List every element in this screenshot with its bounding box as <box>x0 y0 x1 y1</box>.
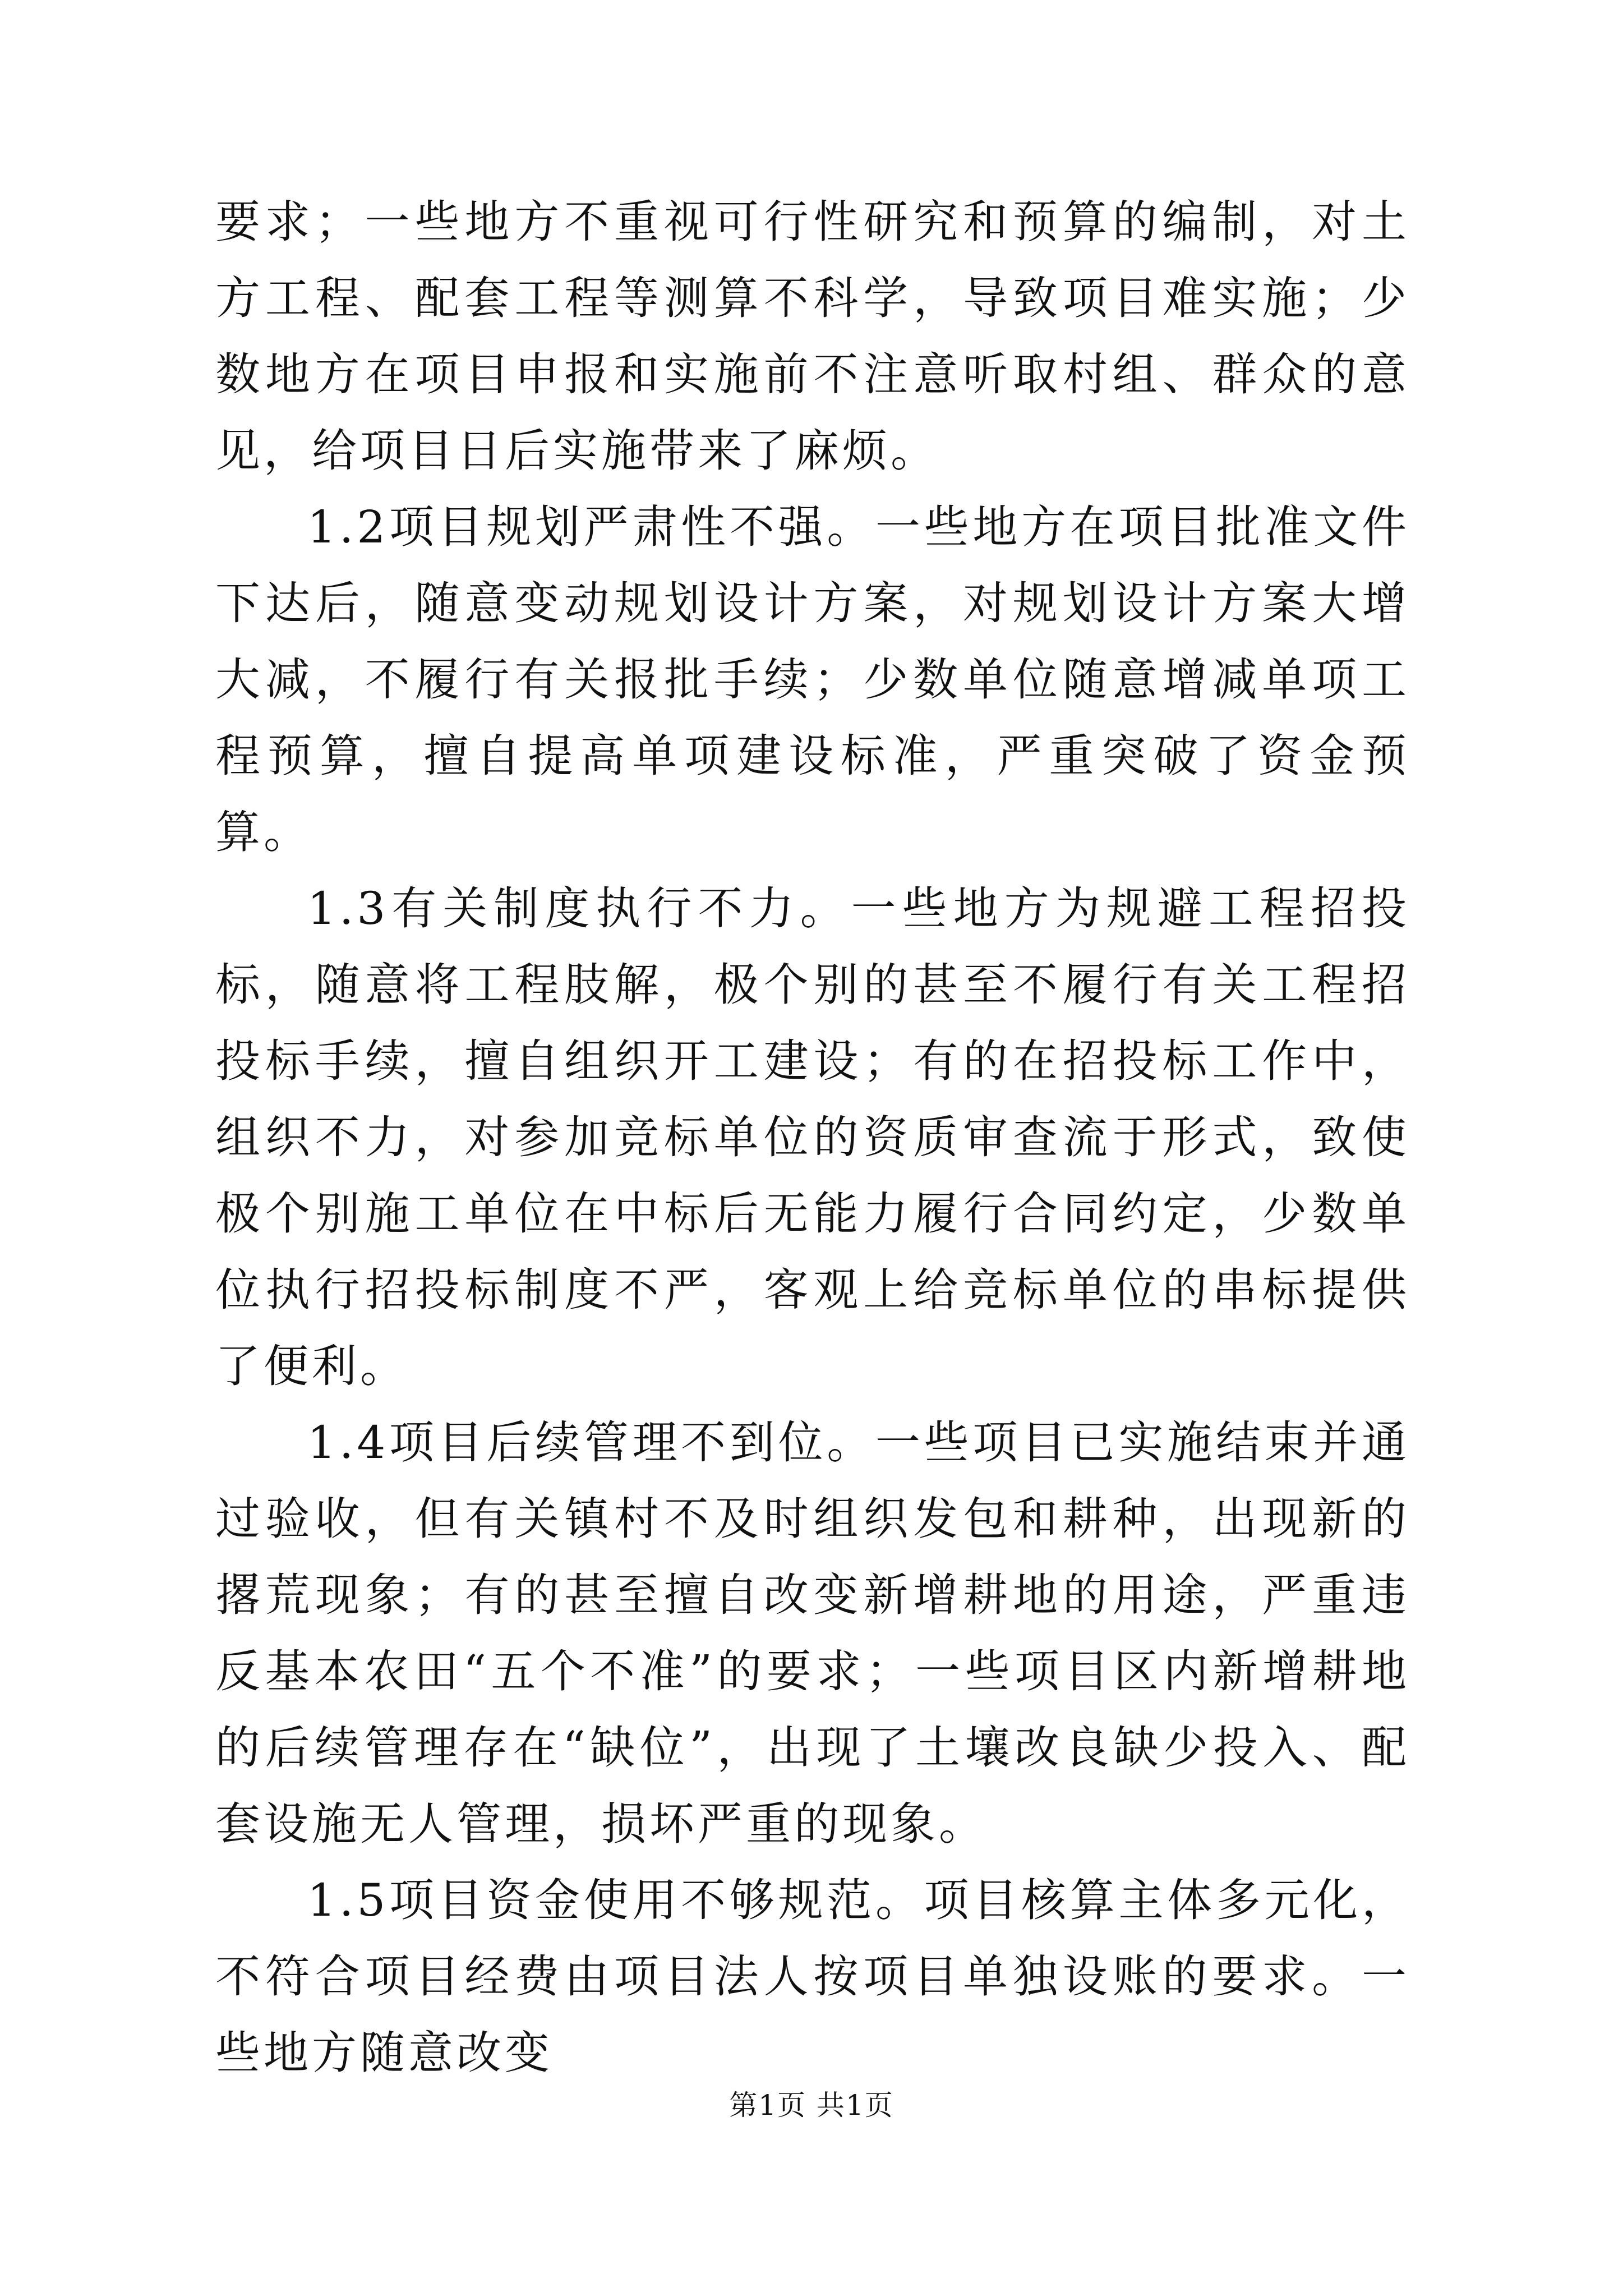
paragraph-1-5: 1.5项目资金使用不够规范。项目核算主体多元化，不符合项目经费由项目法人按项目单独设账的要求。一些地方随意改变 <box>215 1874 1410 2079</box>
paragraph-1: 要求；一些地方不重视可行性研究和预算的编制，对土方工程、配套工程等测算不科学，导致项目难实施；少数地方在项目申报和实施前不注意听取村组、群众的意见，给项目日后实施带来了麻烦。 <box>215 196 1410 477</box>
page-footer <box>0 2086 1623 2125</box>
page-number-label: 第1页 共1页 <box>729 2089 894 2122</box>
paragraph-1-2: 1.2项目规划严肃性不强。一些地方在项目批准文件下达后，随意变动规划设计方案，对规划设计方案大增大减，不履行有关报批手续；少数单位随意增减单项工程预算，擅自提高单项建设标准，严重突破了资金预算。 <box>215 501 1410 858</box>
paragraph-1-4: 1.4项目后续管理不到位。一些项目已实施结束并通过验收，但有关镇村不及时组织发包和耕种，出现新的撂荒现象；有的甚至擅自改变新增耕地的用途，严重违反基本农田“五个不准”的要求；一些项目区内新增耕地的后续管理存在“缺位”，出现了土壤改良缺少投入、配套设施无人管理，损坏严重的现象。 <box>215 1416 1410 1850</box>
document-body <box>215 184 1410 2091</box>
paragraph-1-3: 1.3有关制度执行不力。一些地方为规避工程招投标，随意将工程肢解，极个别的甚至不履行有关工程招投标手续，擅自组织开工建设；有的在招投标工作中，组织不力，对参加竞标单位的资质审查流于形式，致使极个别施工单位在中标后无能力履行合同约定，少数单位执行招投标制度不严，客观上给竞标单位的串标提供了便利。 <box>215 882 1410 1392</box>
